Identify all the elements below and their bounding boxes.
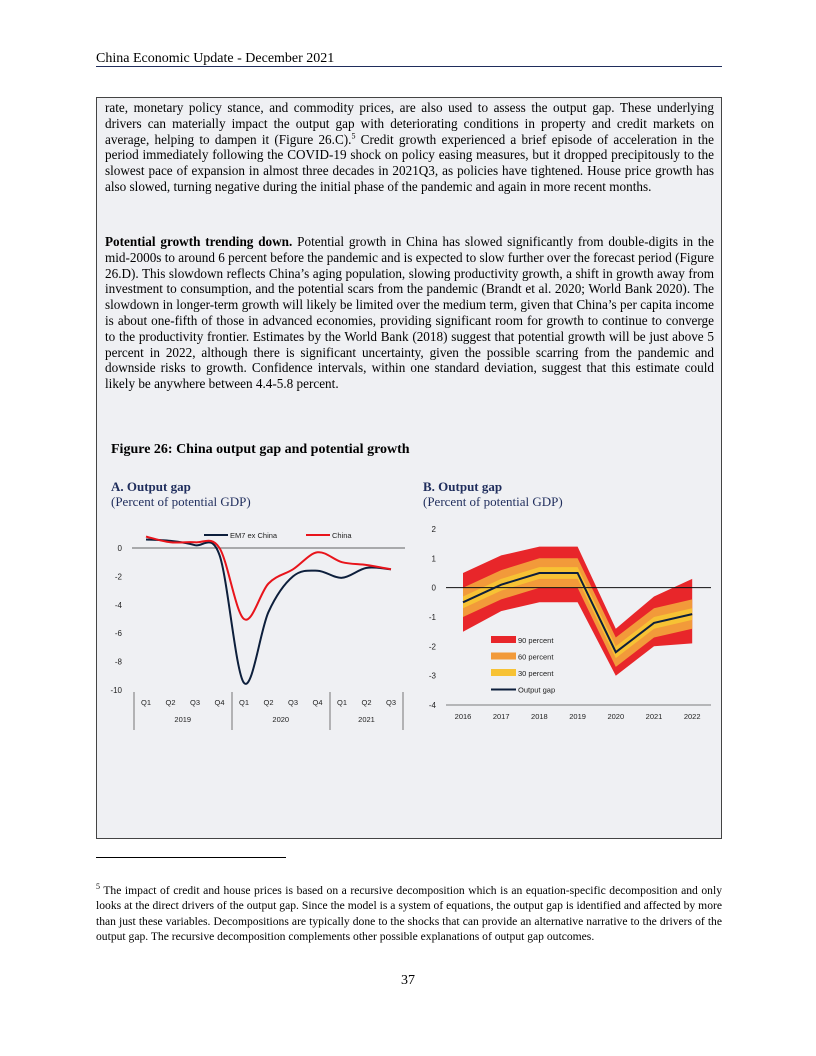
y-tick-label: 1 [431,554,436,564]
header-rule [96,66,722,67]
x-group-label: 2021 [358,715,375,724]
footnote [96,883,722,944]
y-tick-label: 2 [431,525,436,534]
series-line-china [146,537,391,620]
x-tick-label: Q2 [263,698,274,707]
panel-a-title: A. Output gap [111,479,191,494]
x-group-label: 2020 [272,715,290,724]
x-tick-label: 2016 [454,712,472,721]
legend-label: 90 percent [518,636,554,645]
x-tick-label: Q3 [385,698,397,707]
y-tick-label: -8 [114,657,122,667]
x-group-label: 2019 [174,715,192,724]
footnote-ref[interactable]: 5 [351,131,356,141]
x-tick-label: Q4 [214,698,225,707]
x-tick-label: Q2 [361,698,372,707]
chart-a-output-gap [96,510,416,740]
x-tick-label: 2022 [683,712,701,721]
x-tick-label: Q1 [336,698,348,707]
legend-label: Output gap [518,685,556,695]
page-header: China Economic Update - December 2021 [96,51,335,66]
footnote-rule [96,857,286,858]
legend-swatch [491,636,516,643]
x-tick-label: Q1 [140,698,152,707]
legend-label: 30 percent [518,669,554,678]
legend-swatch [491,669,516,676]
footnote-marker: 5 [96,882,100,892]
panel-b-title: B. Output gap [423,479,503,494]
legend-label: China [332,531,352,540]
x-tick-label: 2019 [569,712,586,721]
paragraph-1-text-b: Credit growth experienced a brief episode of acceleration in the period immediately following the COVID-19 shock on policy easing measures, but it dropped precipitously to the slowest pace of expansion in almost three decades in 2021Q3, as policies have tightened. House price growth has also slowed, turning negative during the initial phase of the pandemic and again in more recent months. [105,131,714,194]
x-tick-label: Q4 [312,698,323,707]
series-line-em7-ex-china [146,540,391,684]
y-tick-label: 0 [431,583,436,593]
y-tick-label: 0 [117,544,122,553]
legend-label: 60 percent [518,652,554,662]
x-tick-label: 2017 [492,712,510,721]
y-tick-label: -6 [114,629,122,639]
paragraph-2 [105,234,714,392]
legend-swatch [491,653,516,660]
figure-title: Figure 26: China output gap and potential growth [111,442,410,457]
x-tick-label: Q2 [165,698,176,707]
y-tick-label: -1 [428,613,436,622]
paragraph-1 [105,100,714,195]
panel-a-subtitle: (Percent of potential GDP) [111,494,251,509]
paragraph-2-lead: Potential growth trending down. [105,234,293,249]
y-tick-label: -2 [428,642,436,652]
y-tick-label: -2 [114,572,122,582]
x-tick-label: Q1 [238,698,250,707]
legend-label: EM7 ex China [230,531,278,540]
x-tick-label: Q3 [189,698,201,707]
chart-b-output-gap [416,520,716,730]
x-tick-label: Q3 [287,698,299,707]
paragraph-1-text-a: rate, monetary policy stance, and commodity prices, are also used to assess the output gap. These underlying drivers can materially impact the output gap with deteriorating conditions in property and credit markets on average, helping to dampen it (Figure 26.C). [105,100,714,147]
page-number: 37 [401,973,415,988]
x-tick-label: 2020 [607,712,625,721]
x-tick-label: 2018 [531,712,548,721]
paragraph-2-text: Potential growth in China has slowed significantly from double-digits in the mid-2000s to around 6 percent before the pandemic and is expected to slow further over the forecast period (Figure 26.D). This slowdown reflects China’s aging population, slowing productivity growth, a shift in growth away from investment to consumption, and the potential scars from the pandemic (Brandt et al. 2020; World Bank 2020). The slowdown in longer-term growth will likely be limited over the medium term, given that China’s per capita income is about one-fifth of those in advanced economies, providing significant room for growth to continue to converge to the productivity frontier. Estimates by the World Bank (2018) suggest that potential growth will be just above 5 percent in 2022, although there is significant uncertainty, given the possible scarring from the pandemic and downside risks to growth. Confidence intervals, within one standard deviation, suggest that this estimate could likely be anywhere between 4.4-5.8 percent. [105,234,714,392]
panel-b-subtitle: (Percent of potential GDP) [423,494,563,509]
y-tick-label: -4 [114,600,122,610]
x-tick-label: 2021 [645,712,663,721]
y-tick-label: -4 [428,701,436,710]
footnote-text: The impact of credit and house prices is based on a recursive decomposition which is an equation-specific decomposition and only looks at the direct drivers of the output gap. Since the model is a system of equations, the output gap is identified and affected by more than just these variables. Decompositions are typically done to the shocks that can provide an alternative narrative to the drivers of the output gap. The recursive decomposition complements other possible explanations of output gap outcomes. [96,884,722,943]
y-tick-label: -3 [428,671,436,681]
y-tick-label: -10 [110,686,122,695]
